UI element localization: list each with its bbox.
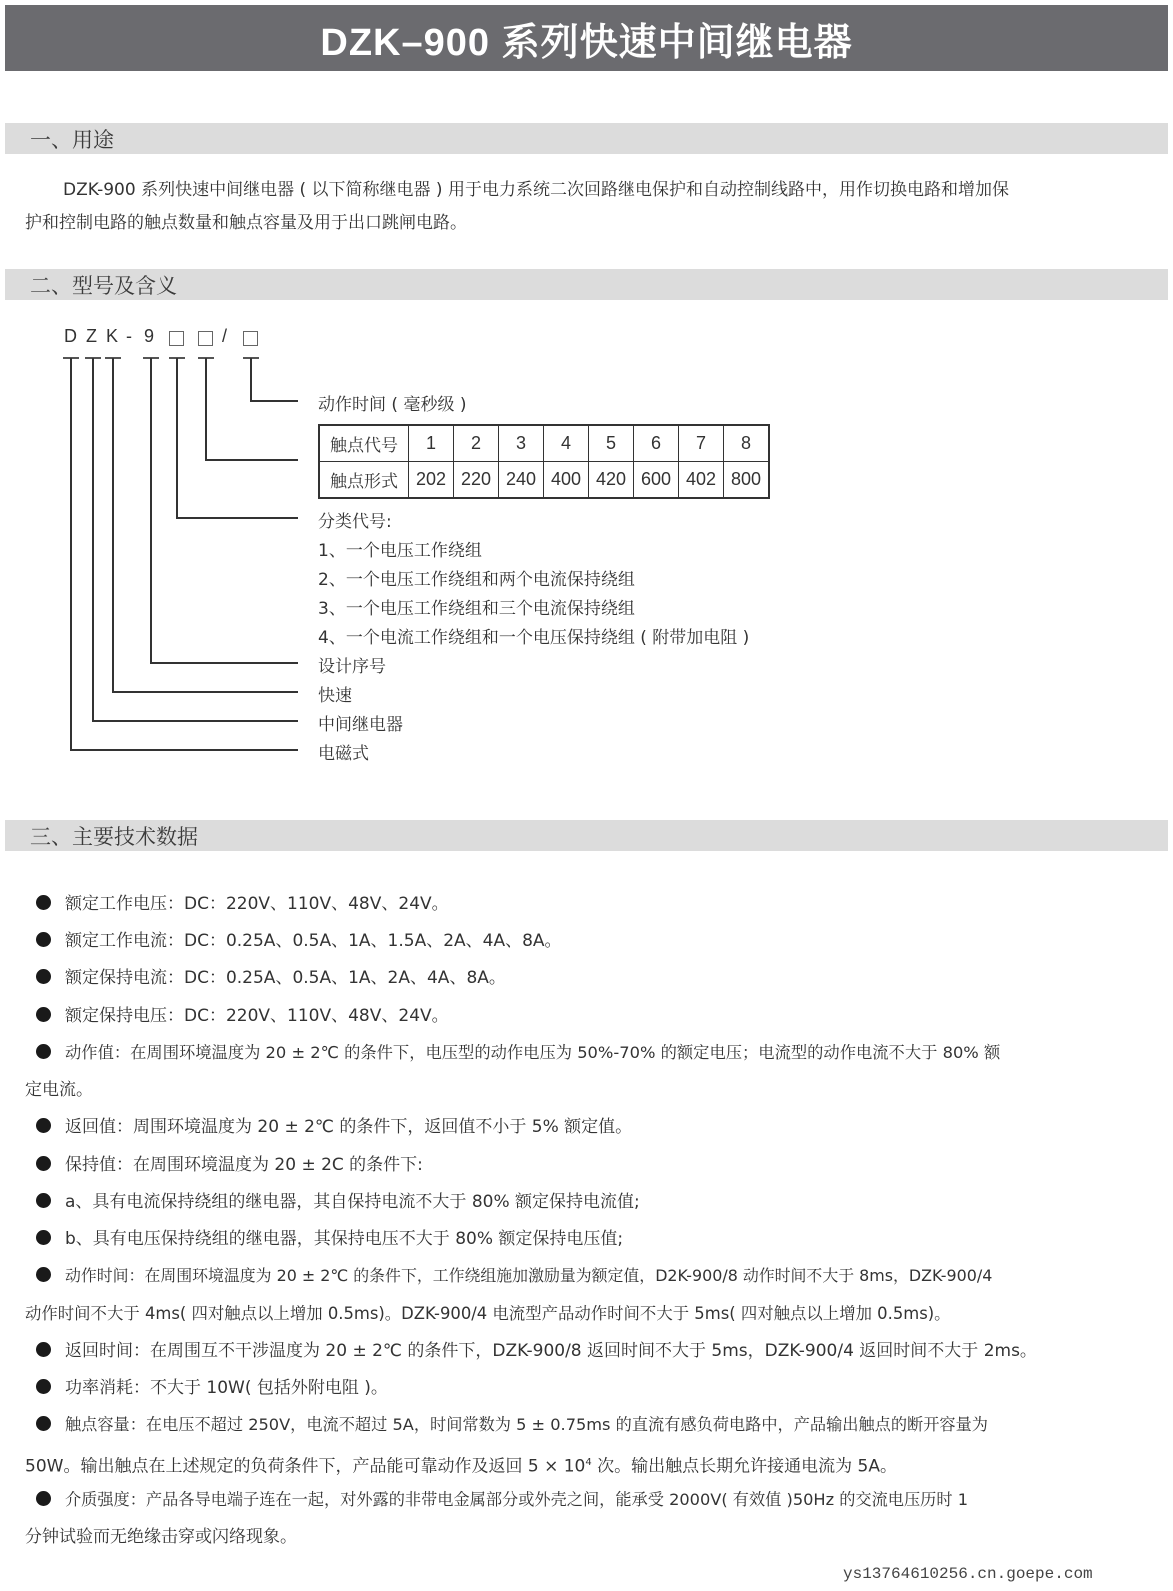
spec-text: 触点容量：在电压不超过 250V，电流不超过 5A，时间常数为 5 ± 0.75ms 的直流有感负荷电路中，产品输出触点的断开容量为 [65,1415,988,1434]
row-header: 触点形式 [319,462,409,499]
electromagnetic-label: 电磁式 [318,744,369,764]
classification-title: 分类代号: [318,512,392,532]
action-time-label: 动作时间 ( 毫秒级 ) [318,395,467,415]
contact-form-cell: 420 [589,462,634,499]
spec-text: a、具有电流保持绕组的继电器，其自保持电流不大于 80% 额定保持电流值; [65,1192,640,1212]
spec-text: 动作值：在周围环境温度为 20 ± 2℃ 的条件下，电压型的动作电压为 50%-70% 的额定电压；电流型的动作电流不大于 80% 额 [65,1043,1001,1062]
bullet-icon [36,1342,51,1357]
spec-text: 额定工作电压：DC：220V、110V、48V、24V。 [65,894,449,914]
contact-code-cell: 8 [724,425,770,462]
spec-text: 额定工作电流：DC：0.25A、0.5A、1A、1.5A、2A、4A、8A。 [65,931,562,951]
section-heading: 二、型号及含义 [30,273,177,298]
spec-text: 介质强度：产品各导电端子连在一起，对外露的非带电金属部分或外壳之间，能承受 2000V( 有效值 )50Hz 的交流电压历时 1 [65,1490,969,1509]
connector-9-vertical [150,358,152,663]
spec-item [36,1413,988,1437]
spec-item [36,1190,640,1214]
spec-item [36,1227,623,1251]
spec-text: 返回时间：在周围互不干涉温度为 20 ± 2℃ 的条件下，DZK-900/8 返回时间不大于 5ms，DZK-900/4 返回时间不大于 2ms。 [65,1341,1037,1361]
spec-continuation: 动作时间不大于 4ms( 四对触点以上增加 0.5ms)。DZK-900/4 电流型产品动作时间不大于 5ms( 四对触点以上增加 0.5ms)。 [25,1304,951,1323]
bullet-icon [36,1044,51,1059]
contact-code-row [319,425,769,462]
spec-continuation: 定电流。 [25,1080,93,1100]
bullet-icon [36,1230,51,1245]
exponent: 4 [585,1457,592,1468]
contact-form-cell: 800 [724,462,770,499]
bullet-icon [36,1193,51,1208]
code-placeholder-box-3 [243,331,258,346]
row-header: 触点代号 [319,425,409,462]
contact-code-cell: 2 [454,425,499,462]
connector-k-vertical [112,358,114,692]
code-char-slash: / [222,326,228,346]
spec-text: 保持值：在周围环境温度为 20 ± 2C 的条件下: [65,1155,423,1175]
code-char-d: D [64,326,77,346]
spec-item [36,1264,992,1288]
connector-d-vertical [70,358,72,750]
contact-table [318,424,770,499]
contact-form-cell: 600 [634,462,679,499]
spec-continuation [25,1451,897,1479]
code-char-9: 9 [144,326,155,346]
spec-text: 功率消耗：不大于 10W( 包括外附电阻 )。 [65,1378,388,1398]
bullet-icon [36,1491,51,1506]
bullet-icon [36,932,51,947]
code-placeholder-box-1 [169,331,184,346]
contact-code-cell: 6 [634,425,679,462]
contact-code-cell: 4 [544,425,589,462]
section-header-tech [5,820,1168,851]
page-title: DZK–900 系列快速中间继电器 [320,21,853,64]
contact-code-cell: 7 [679,425,724,462]
bullet-icon [36,1267,51,1282]
connector-box1-horizontal [176,517,298,519]
bullet-icon [36,1118,51,1133]
spec-text: 额定保持电压：DC：220V、110V、48V、24V。 [65,1006,449,1026]
watermark: ys13764610256.cn.goepe.com [843,1565,1093,1583]
spec-text: b、具有电压保持绕组的继电器，其保持电压不大于 80% 额定保持电压值; [65,1229,624,1249]
spec-item [36,1376,388,1400]
intermediate-relay-label: 中间继电器 [318,715,403,735]
contact-code-cell: 1 [409,425,454,462]
contact-form-cell: 220 [454,462,499,499]
classification-item: 2、一个电压工作绕组和两个电流保持绕组 [318,570,635,590]
spec-item [36,966,506,990]
connector-box3-horizontal [250,400,298,402]
spec-text: 返回值：周围环境温度为 20 ± 2℃ 的条件下，返回值不小于 5% 额定值。 [65,1117,633,1137]
spec-item [36,1115,632,1139]
bullet-icon [36,1156,51,1171]
section-heading: 三、主要技术数据 [30,824,198,849]
contact-code-cell: 5 [589,425,634,462]
classification-item: 4、一个电流工作绕组和一个电压保持绕组 ( 附带加电阻 ) [318,628,750,648]
bullet-icon [36,1379,51,1394]
connector-box2-vertical [205,358,207,460]
code-char-dash: - [126,326,132,346]
bullet-icon [36,1416,51,1431]
connector-box2-horizontal [205,459,298,461]
spec-item [36,1153,423,1177]
fast-label: 快速 [318,686,352,706]
connector-9-horizontal [150,662,298,664]
spec-text: 次。输出触点长期允许接通电流为 5A。 [591,1456,897,1477]
contact-form-cell: 400 [544,462,589,499]
spec-text: 额定保持电流：DC：0.25A、0.5A、1A、2A、4A、8A。 [65,968,506,988]
section-heading: 一、用途 [30,127,114,152]
contact-form-row [319,462,769,499]
connector-z-horizontal [92,720,298,722]
spec-continuation: 分钟试验而无绝缘击穿或闪络现象。 [25,1527,297,1547]
contact-form-cell: 402 [679,462,724,499]
connector-k-horizontal [112,691,298,693]
spec-item [36,1004,449,1028]
bullet-icon [36,969,51,984]
code-placeholder-box-2 [198,331,213,346]
contact-code-cell: 3 [499,425,544,462]
spec-item [36,1041,1000,1065]
contact-form-cell: 240 [499,462,544,499]
code-char-k: K [106,326,119,346]
connector-z-vertical [92,358,94,721]
bullet-icon [36,1007,51,1022]
connector-d-horizontal [70,749,298,751]
spec-item [36,1339,1037,1363]
spec-item [36,1488,968,1512]
spec-item [36,892,449,916]
spec-item [36,929,562,953]
bullet-icon [36,895,51,910]
spec-text: 50W。输出触点在上述规定的负荷条件下，产品能可靠动作及返回 5 × 10 [25,1456,586,1477]
code-char-z: Z [86,326,97,346]
contact-form-cell: 202 [409,462,454,499]
usage-text-1: DZK-900 系列快速中间继电器 ( 以下简称继电器 ) 用于电力系统二次回路继电保护和自动控制线路中，用作切换电路和增加保 [63,180,1009,200]
connector-box1-vertical [176,358,178,518]
spec-text: 动作时间：在周围环境温度为 20 ± 2℃ 的条件下，工作绕组施加激励量为额定值，D2K-900/8 动作时间不大于 8ms，DZK-900/4 [65,1266,993,1285]
design-sequence-label: 设计序号 [318,657,386,677]
classification-item: 1、一个电压工作绕组 [318,541,482,561]
usage-line-2: 护和控制电路的触点数量和触点容量及用于出口跳闸电路。 [25,213,467,233]
classification-item: 3、一个电压工作绕组和三个电流保持绕组 [318,599,635,619]
connector-box3-vertical [250,358,252,401]
